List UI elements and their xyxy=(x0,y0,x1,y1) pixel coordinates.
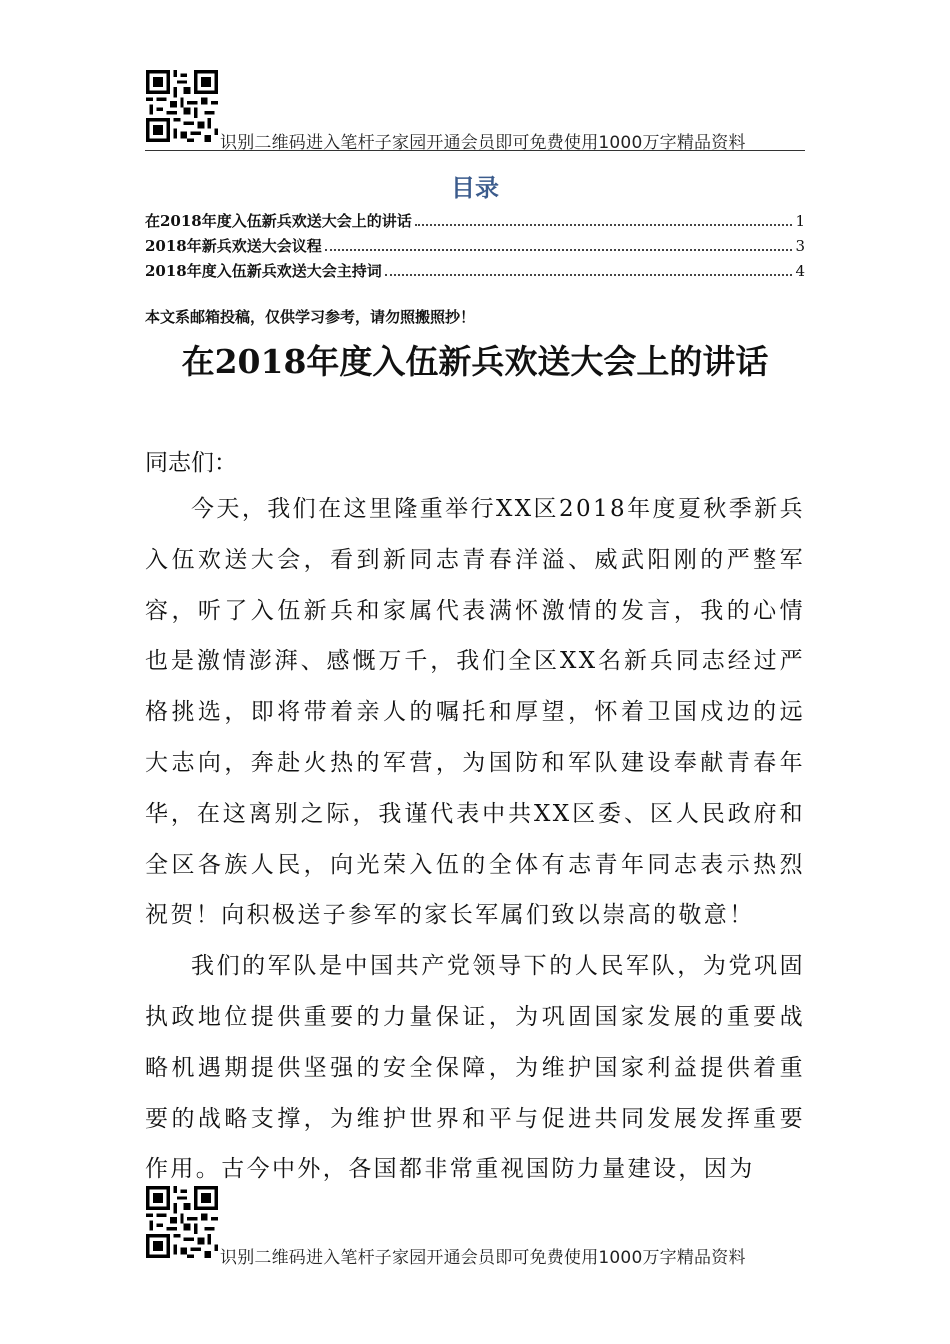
qr-code-icon[interactable] xyxy=(146,70,218,142)
toc-title: 目录 xyxy=(451,173,499,202)
document-body xyxy=(145,484,805,1195)
toc-entry[interactable] xyxy=(145,260,805,285)
toc-entry-page: 1 xyxy=(795,212,805,230)
header-divider xyxy=(145,150,805,151)
toc-leader xyxy=(415,224,793,226)
paragraph: 我们的军队是中国共产党领导下的人民军队，为党巩固执政地位提供重要的力量保证，为巩固国家发展的重要战略机遇期提供坚强的安全保障，为维护国家利益提供着重要的战略支撑，为维护世界和平与促进共同发展发挥重要作用。古今中外，各国都非常重视国防力量建设，因为 xyxy=(145,953,805,1183)
qr-code-icon[interactable] xyxy=(146,1186,218,1258)
toc-entry-page: 4 xyxy=(795,262,805,280)
toc-entry-text: 在2018年度入伍新兵欢送大会上的讲话 xyxy=(145,212,412,230)
toc-leader xyxy=(325,249,793,251)
salutation: 同志们： xyxy=(145,450,237,476)
footer-banner: 识别二维码进入笔杆子家园开通会员即可免费使用1000万字精品资料 xyxy=(220,1248,746,1268)
notice-text: 本文系邮箱投稿，仅供学习参考，请勿照搬照抄！ xyxy=(145,308,476,326)
toc-entry-text: 2018年新兵欢送大会议程 xyxy=(145,237,322,255)
toc-leader xyxy=(385,274,793,276)
table-of-contents xyxy=(145,210,805,285)
header-banner: 识别二维码进入笔杆子家园开通会员即可免费使用1000万字精品资料 xyxy=(220,133,746,153)
paragraph: 今天，我们在这里隆重举行XX区2018年度夏秋季新兵入伍欢送大会，看到新同志青春洋溢、威武阳刚的严整军容，听了入伍新兵和家属代表满怀激情的发言，我的心情也是激情澎湃、感慨万千，我们全区XX名新兵同志经过严格挑选，即将带着亲人的嘱托和厚望，怀着卫国戍边的远大志向，奔赴火热的军营，为国防和军队建设奉献青春年华，在这离别之际，我谨代表中共XX区委、区人民政府和全区各族人民，向光荣入伍的全体有志青年同志表示热烈祝贺！向积极送子参军的家长军属们致以崇高的敬意！ xyxy=(145,496,805,929)
toc-entry-text: 2018年度入伍新兵欢送大会主持词 xyxy=(145,262,382,280)
toc-entry[interactable] xyxy=(145,210,805,235)
toc-entry-page: 3 xyxy=(795,237,805,255)
document-title: 在2018年度入伍新兵欢送大会上的讲话 xyxy=(181,342,769,381)
toc-entry[interactable] xyxy=(145,235,805,260)
